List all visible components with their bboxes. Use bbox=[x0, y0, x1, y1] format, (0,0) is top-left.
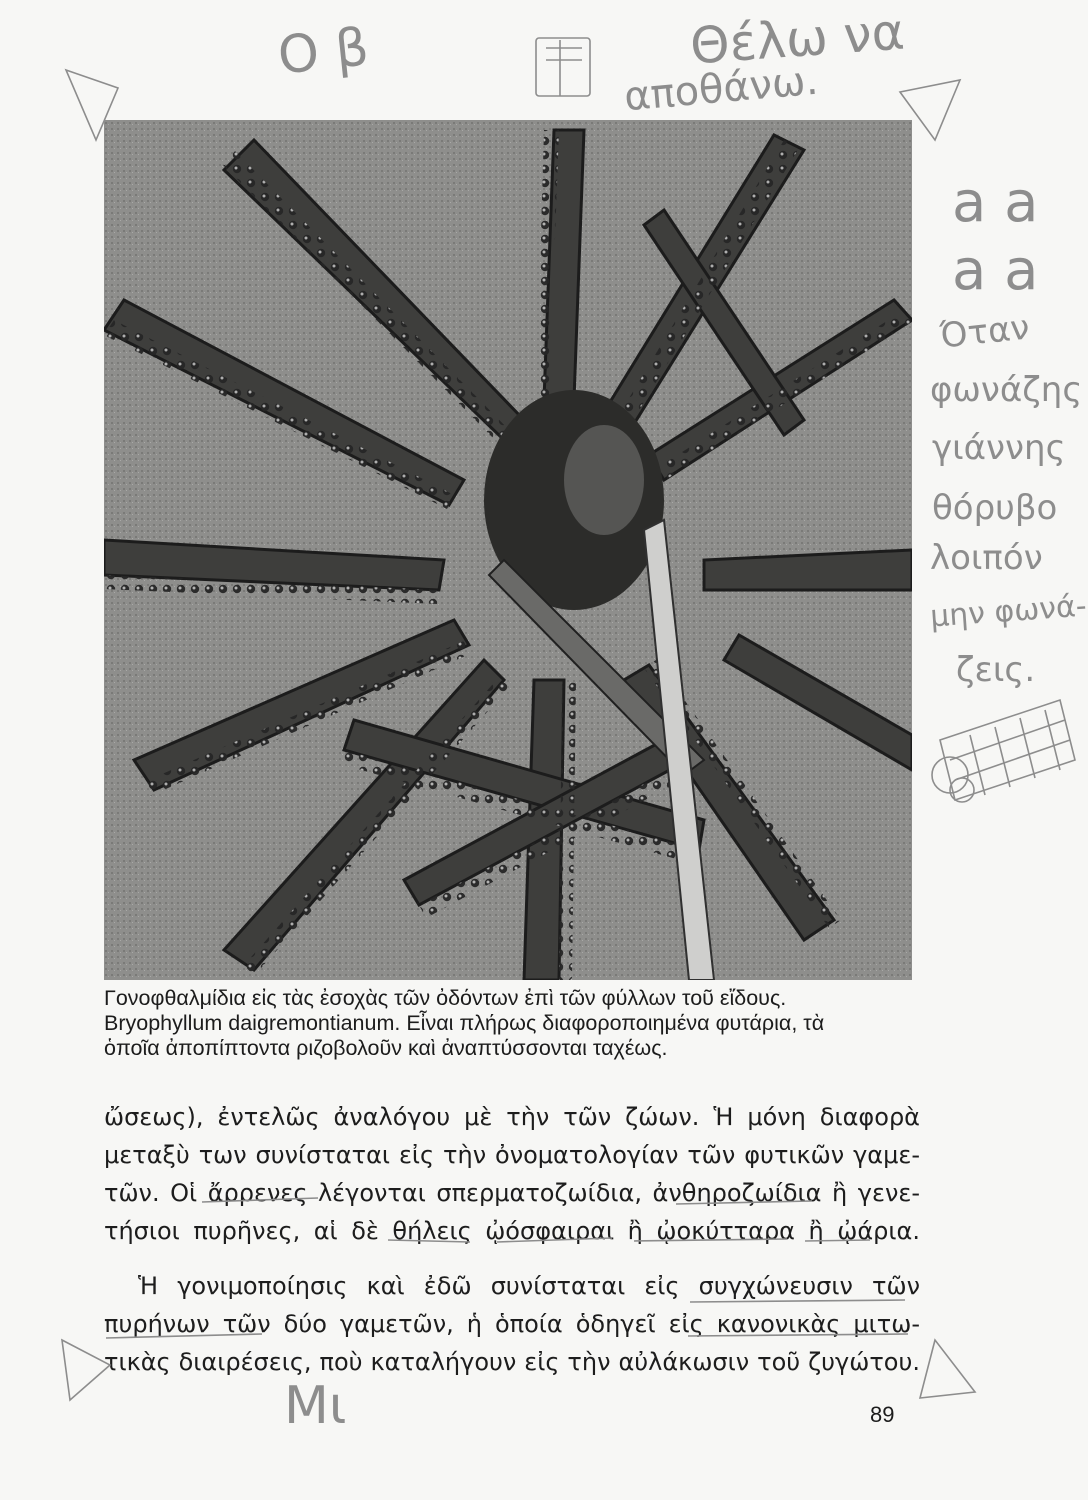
handwriting-bottom: Μι bbox=[284, 1376, 347, 1436]
handwriting-top-right-2: αποθάνω. bbox=[622, 57, 820, 121]
handwriting-margin-line: μην φωνά- bbox=[928, 588, 1088, 635]
text-line: τῶν. Οἱ ἄρρενες λέγονται σπερματοζωίδια, ἀνθηροζωίδια ἢ γενε- bbox=[104, 1179, 920, 1207]
mesh-sketch-icon bbox=[932, 700, 1075, 802]
text-line: τικὰς διαιρέσεις, ποὺ καταλήγουν εἰς τὴν αὐλάκωσιν τοῦ ζυγώτου. bbox=[104, 1348, 920, 1376]
handwriting-margin-line: γιάννης bbox=[932, 428, 1066, 468]
caption-line: Γονοφθαλμίδια εἰς τὰς ἐσοχὰς τῶν ὀδόντων ἐπὶ τῶν φύλλων τοῦ εἴδους. bbox=[104, 986, 787, 1010]
text-line: πυρήνων τῶν δύο γαμετῶν, ἡ ὁποία ὁδηγεῖ εἰς κανονικὰς μιτω- bbox=[104, 1310, 920, 1338]
handwriting-margin-line: ζεις. bbox=[956, 650, 1036, 690]
text-line: ὤσεως), ἐντελῶς ἀναλόγου μὲ τὴν τῶν ζώων. Ἡ μόνη διαφορὰ bbox=[104, 1103, 920, 1131]
page-number: 89 bbox=[870, 1402, 895, 1427]
text-line: Ἡ γονιμοποίησις καὶ ἐδῶ συνίσταται εἰς συγχώνευσιν τῶν bbox=[138, 1272, 920, 1300]
triangle-doodle-icon bbox=[920, 1340, 975, 1398]
triangle-doodle-icon bbox=[66, 70, 118, 140]
text-line: τήσιοι πυρῆνες, αἱ δὲ θήλεις ᾠόσφαιραι ἢ ᾠοκύτταρα ἢ ᾠάρια. bbox=[104, 1217, 920, 1245]
handwriting-margin-line: a a bbox=[952, 238, 1039, 303]
handwriting-margin-line: λοιπόν bbox=[930, 538, 1043, 578]
handwriting-margin-line: φωνάζης bbox=[930, 370, 1083, 410]
triangle-doodle-icon bbox=[900, 80, 960, 140]
handwriting-top-right-1: Θέλω να bbox=[688, 2, 907, 76]
caption-line: Bryophyllum daigremontianum. Εἶναι πλήρως διαφοροποιημένα φυτάρια, τὰ bbox=[104, 1011, 825, 1035]
triangle-doodle-icon bbox=[62, 1340, 110, 1400]
handwriting-margin-line: Όταν bbox=[938, 307, 1032, 357]
text-line: μεταξὺ των συνίσταται εἰς τὴν ὀνοματολογίαν τῶν φυτικῶν γαμε- bbox=[104, 1141, 920, 1169]
handwriting-margin-line: θόρυβο bbox=[932, 488, 1058, 528]
sketch-box-icon bbox=[536, 38, 590, 96]
caption-line: ὁποῖα ἀποπίπτοντα ριζοβολοῦν καὶ ἀναπτύσσονται ταχέως. bbox=[104, 1036, 668, 1060]
handwriting-top-left: Ο β bbox=[275, 17, 372, 87]
handwriting-margin-line: a a bbox=[952, 170, 1039, 235]
